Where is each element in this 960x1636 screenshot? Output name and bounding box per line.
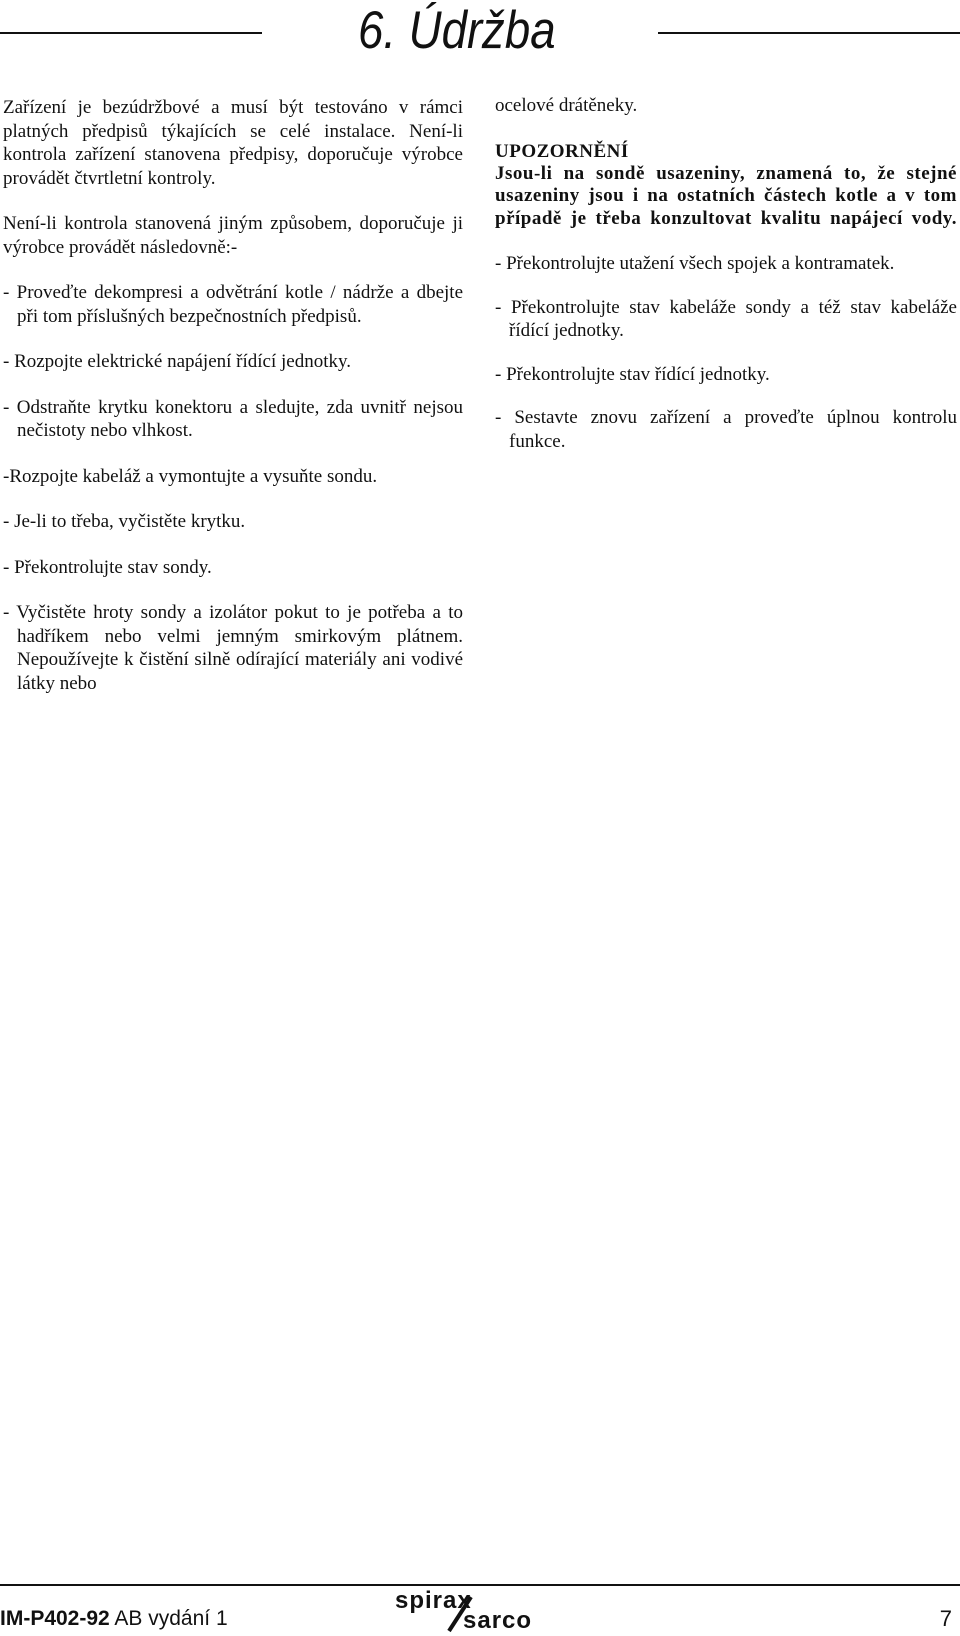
document-number: IM-P402-92 (0, 1607, 110, 1630)
step-check-fittings: - Překontrolujte utažení všech spojek a kontramatek. (495, 253, 895, 274)
step-clean-probe: - Vyčistěte hroty sondy a izolátor pokut to je potřeba a to hadříkem nebo velmi jemným smirkovým plátnem. Nepoužívejte k čistění silně odírající materiály ani vodivé látky nebo (3, 602, 463, 694)
header-rule-right (658, 32, 960, 34)
step-clean-cap: - Je-li to třeba, vyčistěte krytku. (3, 511, 246, 532)
step-remove-probe: -Rozpojte kabeláž a vymontujte a vysuňte sondu. (3, 465, 378, 487)
step-reassemble: - Sestavte znovu zařízení a proveďte úplnou kontrolu funkce. (495, 407, 957, 452)
footer-rule (0, 1584, 960, 1586)
left-column (3, 96, 463, 717)
spirax-sarco-logo (395, 1587, 565, 1633)
document-edition: AB vydání 1 (114, 1607, 228, 1630)
step-check-cabling: - Překontrolujte stav kabeláže sondy a též stav kabeláže řídící jednotky. (495, 296, 957, 341)
warning-text: Jsou-li na sondě usazeniny, znamená to, že stejné usazeniny jsou i na ostatních částech kotle a v tom případě je třeba konzultovat kvalitu napájecí vody. (495, 162, 957, 229)
step-check-controller: - Překontrolujte stav řídící jednotky. (495, 363, 770, 385)
page-title: 6. Údržba (358, 1, 556, 60)
right-column (495, 94, 957, 473)
warning-title: UPOZORNĚNÍ (495, 140, 629, 162)
step-disconnect-power: - Rozpojte elektrické napájení řídící jednotky. (3, 351, 352, 372)
intro-paragraph: Zařízení je bezúdržbové a musí být testováno v rámci platných předpisů týkajících se celé instalace. Není-li kontrola zařízení stanovena předpisy, doporučuje výrobce provádět čtvrtletní kontroly. (3, 97, 463, 189)
logo-text-top: spirax (395, 1587, 472, 1614)
intro-paragraph-2: Není-li kontrola stanovená jiným způsobem, doporučuje ji výrobce provádět následovně:- (3, 213, 463, 258)
logo-text-bottom: sarco (463, 1607, 533, 1634)
continuation-text: ocelové drátěneky. (495, 95, 638, 116)
document-code (0, 1607, 228, 1631)
step-check-probe: - Překontrolujte stav sondy. (3, 556, 212, 578)
page-number: 7 (939, 1606, 952, 1631)
step-depressurize: - Proveďte dekompresi a odvětrání kotle / nádrže a dbejte při tom příslušných bezpečnostních předpisů. (3, 282, 463, 327)
step-remove-cap: - Odstraňte krytku konektoru a sledujte, zda uvnitř nejsou nečistoty nebo vlhkost. (3, 396, 463, 441)
header-rule-left (0, 32, 262, 34)
